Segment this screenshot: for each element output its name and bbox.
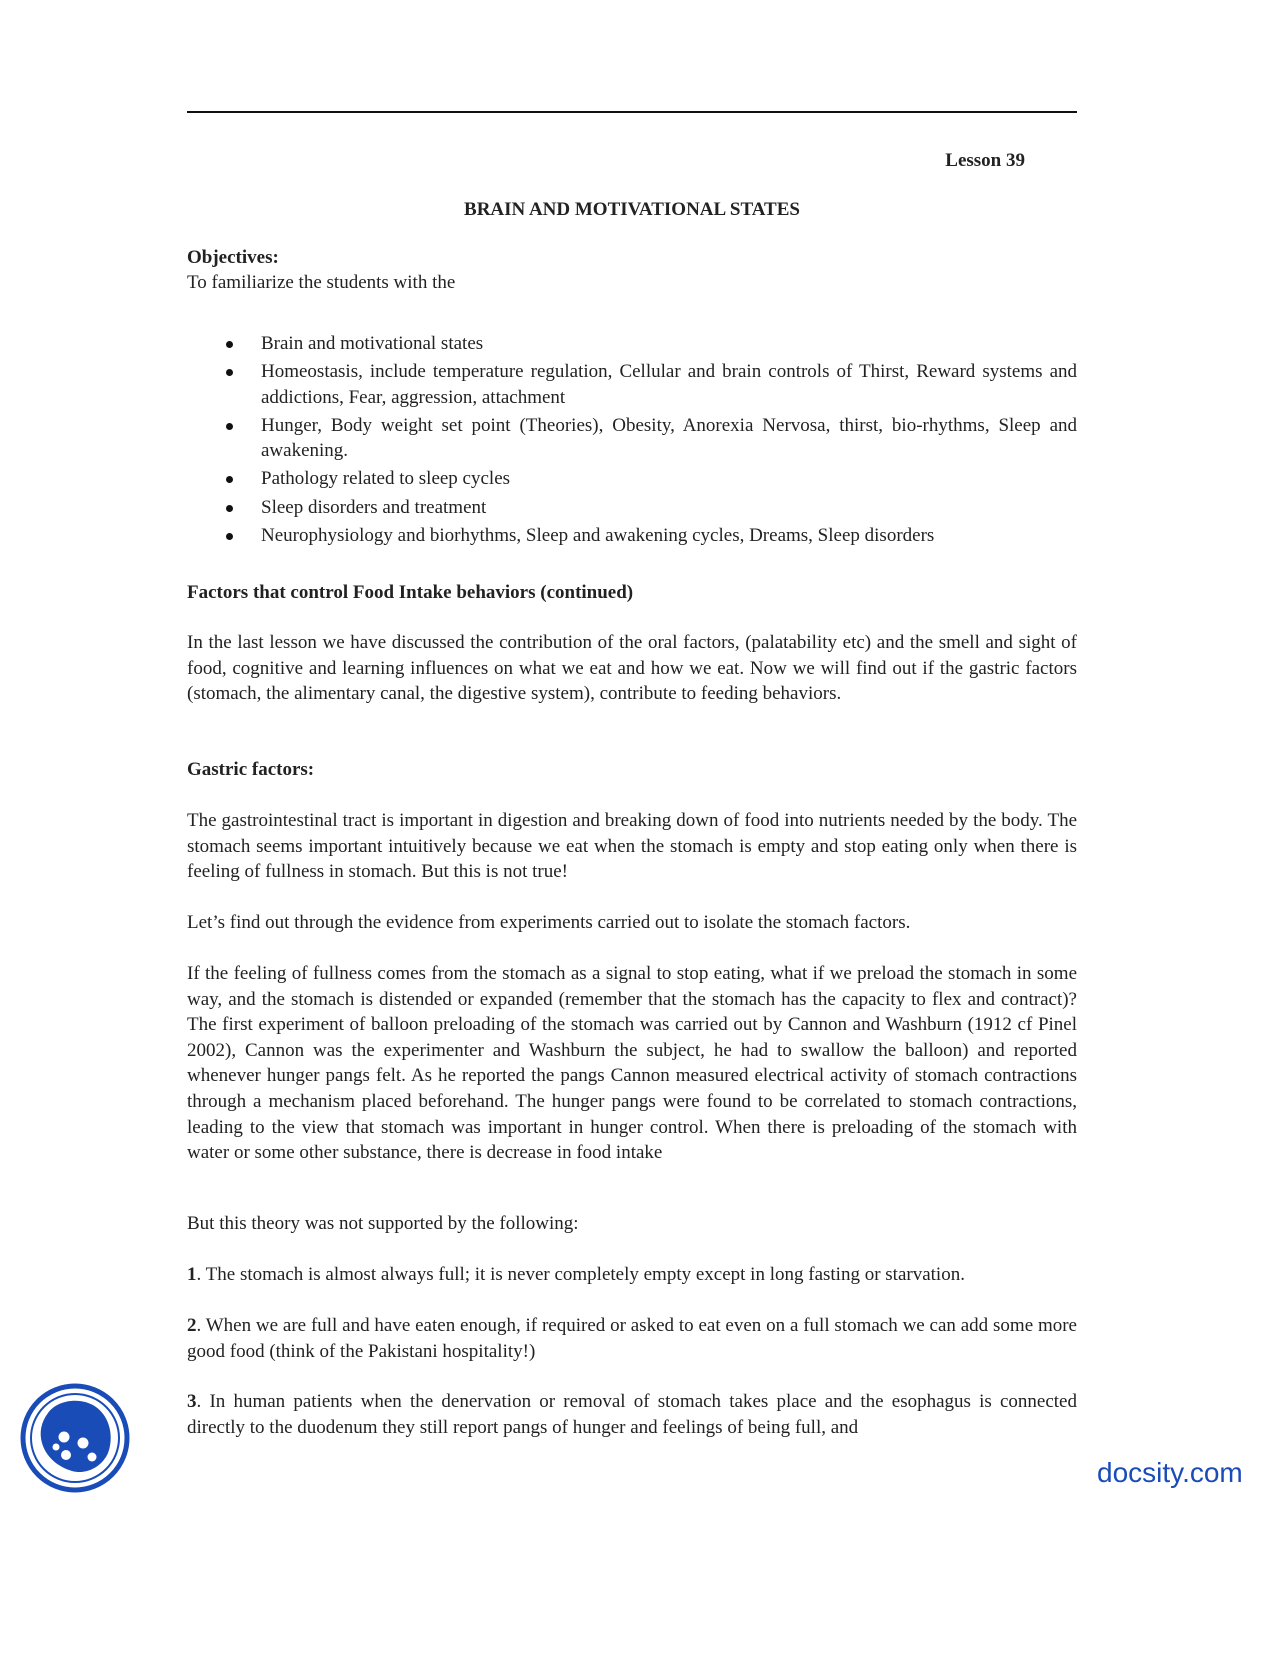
list-item: Hunger, Body weight set point (Theories), Obesity, Anorexia Nervosa, thirst, bio-rhythms, Sleep and awakening. [187,413,1077,464]
bullet-icon [226,423,233,430]
page-title: BRAIN AND MOTIVATIONAL STATES [464,199,800,220]
list-item: Sleep disorders and treatment [187,495,1077,521]
section-heading-food-intake: Factors that control Food Intake behaviors (continued) [187,582,634,603]
objectives-heading: Objectives: [187,247,279,268]
docsity-logo-icon [20,1383,130,1493]
lesson-number: Lesson 39 [945,150,1025,171]
list-item: Homeostasis, include temperature regulation, Cellular and brain controls of Thirst, Reward systems and addictions, Fear, aggression, attachment [187,359,1077,410]
list-item: Pathology related to sleep cycles [187,466,1077,492]
docsity-watermark[interactable]: docsity.com [1097,1457,1243,1488]
paragraph-gastric-4: But this theory was not supported by the following: [187,1213,579,1234]
point-2: 2. When we are full and have eaten enough, if required or asked to eat even on a full stomach we can add some more good food (think of the Pakistani hospitality!) [187,1315,1077,1362]
paragraph-gastric-3: If the feeling of fullness comes from the stomach as a signal to stop eating, what if we preload the stomach in some way, and the stomach is distended or expanded (remember that the stomach has the capacity to flex and contract)? The first experiment of balloon preloading of the stomach was carried out by Cannon and Washburn (1912 cf Pinel 2002), Cannon was the experimenter and Washburn the subject, he had to swallow the balloon) and reported whenever hunger pangs felt. As he reported the pangs Cannon measured electrical activity of stomach contractions through a mechanism placed beforehand. The hunger pangs were found to be correlated to stomach contractions, leading to the view that stomach was important in hunger control. When there is preloading of the stomach with water or some other substance, there is decrease in food intake [187,963,1077,1164]
section-heading-gastric: Gastric factors: [187,759,315,780]
bullet-icon [226,341,233,348]
paragraph-gastric-1: The gastrointestinal tract is important in digestion and breaking down of food into nutrients needed by the body. The stomach seems important intuitively because we eat when the stomach is empty and stop eating only when there is feeling of fullness in stomach. But this is not true! [187,810,1077,883]
bullet-icon [226,533,233,540]
bullet-icon [226,505,233,512]
objectives-intro: To familiarize the students with the [187,272,456,293]
objectives-list [187,331,1077,551]
bullet-icon [226,369,233,376]
paragraph-food-intake: In the last lesson we have discussed the contribution of the oral factors, (palatability etc) and the smell and sight of food, cognitive and learning influences on what we eat and how we eat. Now we will find out if the gastric factors (stomach, the alimentary canal, the digestive system), contribute to feeding behaviors. [187,632,1077,705]
list-item: Neurophysiology and biorhythms, Sleep and awakening cycles, Dreams, Sleep disorders [187,523,1077,549]
header-rule [187,111,1077,113]
bullet-icon [226,476,233,483]
list-item: Brain and motivational states [187,331,1077,357]
point-1: 1. The stomach is almost always full; it is never completely empty except in long fasting or starvation. [187,1264,965,1285]
point-3: 3. In human patients when the denervation or removal of stomach takes place and the esophagus is connected directly to the duodenum they still report pangs of hunger and feelings of being full, and [187,1391,1077,1438]
paragraph-gastric-2: Let’s find out through the evidence from experiments carried out to isolate the stomach factors. [187,912,911,933]
